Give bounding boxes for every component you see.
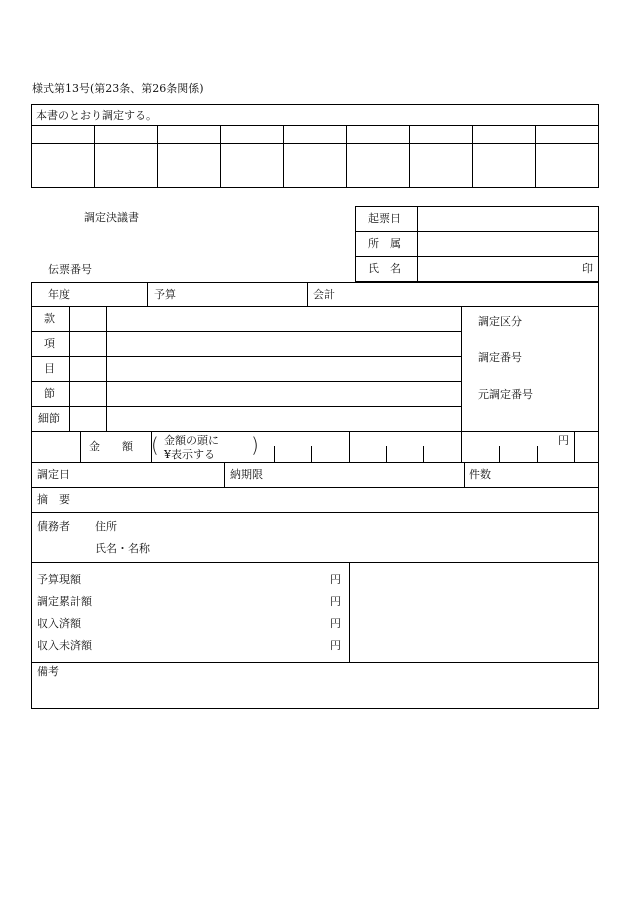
document-title: 調定決議書 (84, 211, 139, 224)
unreceived-amount-unit: 円 (330, 639, 341, 652)
item-setsu-label: 節 (44, 387, 55, 400)
item-kan-label: 款 (44, 312, 55, 325)
voucher-number-label: 伝票番号 (48, 263, 92, 276)
unreceived-amount-label: 収入未済額 (37, 639, 92, 652)
received-amount-unit: 円 (330, 617, 341, 630)
issue-date-label: 起票日 (368, 212, 401, 225)
remarks-label: 備考 (37, 665, 59, 678)
summary-label: 摘 要 (37, 493, 70, 506)
budget-current-unit: 円 (330, 573, 341, 586)
count-label: 件数 (469, 468, 491, 481)
form-number: 様式第13号(第23条、第26条関係) (32, 82, 204, 95)
fiscal-year-label: 年度 (48, 288, 70, 301)
assessment-cumulative-label: 調定累計額 (37, 595, 92, 608)
seal-mark: 印 (582, 262, 593, 275)
debtor-address-label: 住所 (95, 520, 117, 533)
amount-note-line1: 金額の頭に (164, 434, 219, 447)
left-bracket: ( (151, 433, 159, 457)
right-bracket: ) (251, 433, 259, 457)
budget-label: 予算 (154, 288, 176, 301)
debtor-label: 債務者 (37, 520, 70, 533)
main-form (31, 282, 599, 709)
item-moku-label: 目 (44, 362, 55, 375)
budget-current-label: 予算現額 (37, 573, 81, 586)
amount-note-line2: ¥表示する (164, 448, 215, 461)
item-saisetsu-label: 細節 (38, 412, 60, 425)
issuer-name-label: 氏 名 (368, 262, 401, 275)
amount-yen-unit: 円 (558, 434, 569, 447)
assessment-division-label: 調定区分 (478, 315, 522, 328)
assessment-number-label: 調定番号 (478, 351, 522, 364)
item-kou-label: 項 (44, 337, 55, 350)
assessment-date-label: 調定日 (37, 468, 70, 481)
received-amount-label: 収入済額 (37, 617, 81, 630)
amount-label: 金 額 (89, 440, 133, 453)
department-label: 所 属 (368, 237, 401, 250)
original-assessment-number-label: 元調定番号 (478, 388, 533, 401)
account-label: 会計 (313, 288, 335, 301)
due-date-label: 納期限 (230, 468, 263, 481)
assessment-cumulative-unit: 円 (330, 595, 341, 608)
debtor-name-label: 氏名・名称 (95, 542, 150, 555)
approval-statement: 本書のとおり調定する。 (36, 109, 157, 122)
